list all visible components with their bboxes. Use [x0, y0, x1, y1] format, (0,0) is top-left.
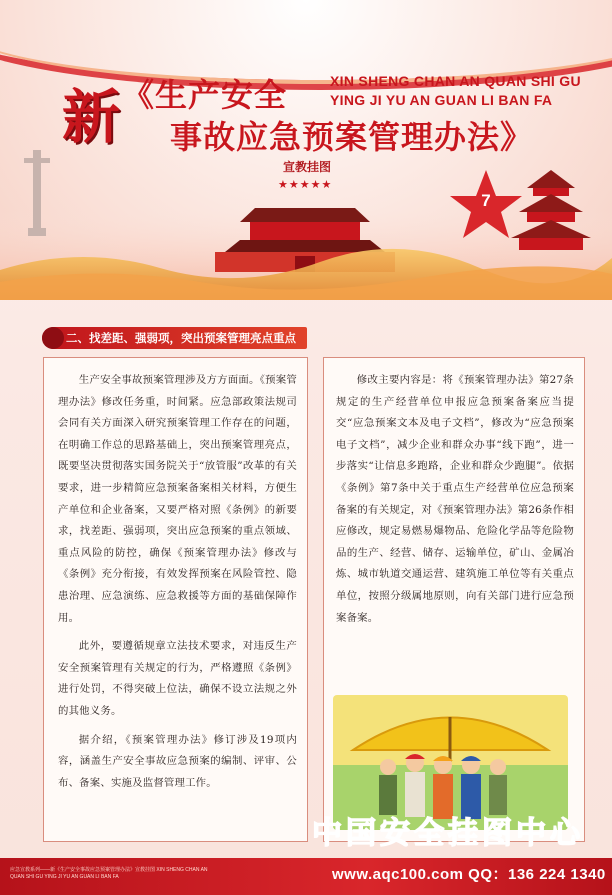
- stars-decoration: ★★★★★: [278, 178, 333, 191]
- landmark-skyline-illustration: [0, 150, 612, 300]
- footer-contact: www.aqc100.com QQ：136 224 1340: [332, 866, 606, 883]
- left-paragraph: 据介绍，《预案管理办法》修订涉及19项内容，涵盖生产安全事故应急预案的编制、评审、公布、备案、实施及监督管理工作。: [58, 733, 297, 789]
- banner-bullet-icon: [42, 327, 64, 349]
- left-paragraph: 此外，要遵循规章立法技术要求，对违反生产安全预案管理有关规定的行为，严格遵照《条例》进行处罚，不得突破上位法，确保不设立法规之外的其他义务。: [58, 640, 297, 717]
- left-paragraph: 生产安全事故预案管理涉及方方面面。《预案管理办法》修改任务重，时间紧。应急部政策法规司会同有关方面深入研究预案管理工作存在的问题，在明确工作总的思路基础上，突出预案管理亮点，既要坚决贯彻落实国务院关于“放管服”改革的有关要求，进一步精简应急预案备案相关材料，方便生产单位和企业备案，又要严格对照《条例》的新要求，找差距、强弱项，突出应急预案的重点领域、重点风险的防控，确保《预案管理办法》修改与《条例》充分衔接，有效发挥预案在风险管控、隐患治理、应急演练、应急救援等方面的基础保障作用。: [58, 374, 297, 624]
- footer-bar: [0, 858, 612, 895]
- section-title-banner: [42, 327, 307, 349]
- title-pinyin: [330, 72, 600, 110]
- title-line-2: 事故应急预案管理办法》: [170, 118, 534, 156]
- pinyin-line-1: XIN SHENG CHAN AN QUAN SHI GU: [330, 73, 581, 89]
- footer-series-text: 应急宣教系列——新《生产安全事故应急预案管理办法》宣教挂图 XIN SHENG CHAN AN QUAN SHI GU YING JI YU AN GUAN LI BAN FA: [10, 867, 208, 880]
- section-title: 二、找差距、强弱项，突出预案管理亮点重点: [66, 331, 296, 345]
- poster-subtitle: 宣教挂图: [283, 160, 332, 174]
- issue-number: 7: [481, 191, 491, 210]
- poster-header: [0, 0, 612, 300]
- pinyin-line-2: YING JI YU AN GUAN LI BAN FA: [330, 92, 553, 108]
- right-paragraph: 修改主要内容是：将《预案管理办法》第27条规定的生产经营单位申报应急预案备案应当提交“应急预案文本及电子文档”，修改为“应急预案电子文档”，减少企业和群众办事“线下跑”，进一步落实“让信息多跑路，企业和群众少跑腿”。依据《条例》第7条中关于重点生产经营单位应急预案备案的有关规定，对《预案管理办法》第26条作相应修改，规定易燃易爆物品、危险化学品等危险物品的生产、经营、储存、运输单位，矿山、金属冶炼、城市轨道交通运营、建筑施工单位等有关重点单位，按照分级属地原则，向有关部门进行应急预案备案。: [336, 374, 574, 624]
- title-line-1: 《生产安全: [122, 76, 288, 114]
- title-emphasis-char: 新: [62, 83, 119, 151]
- temple-of-heaven: [511, 170, 591, 250]
- left-text-column: [43, 357, 308, 842]
- watermark-brand: 中国安全挂图中心: [312, 816, 584, 851]
